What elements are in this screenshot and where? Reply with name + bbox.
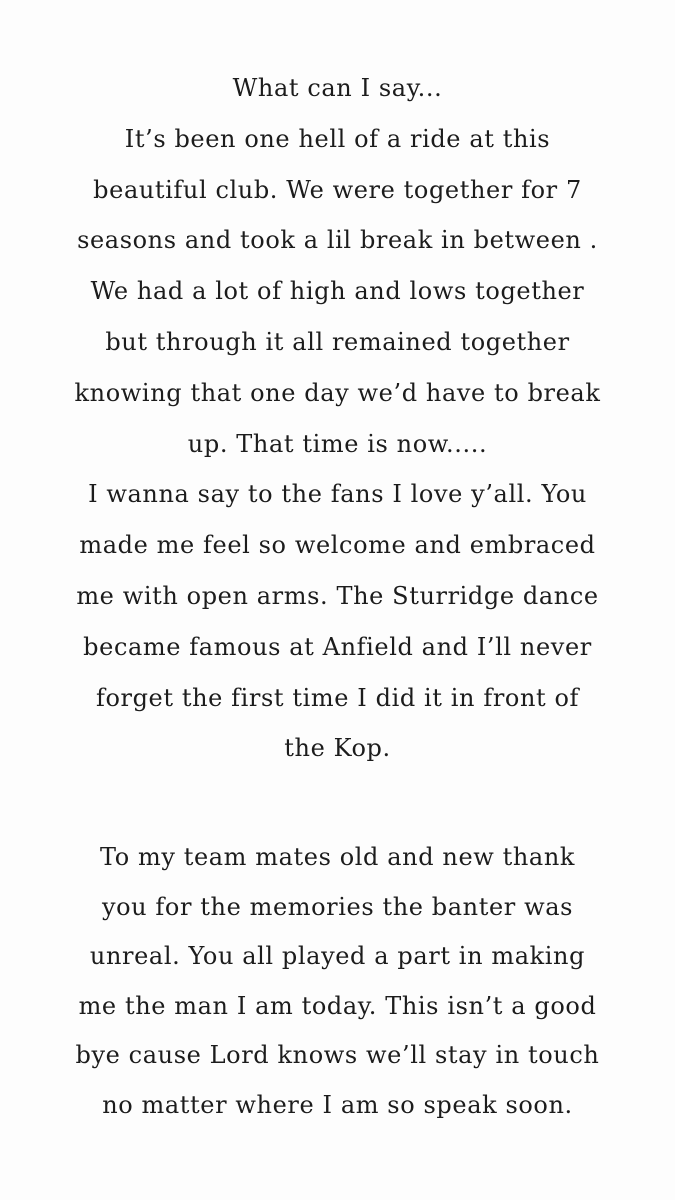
text-line: became famous at Anfield and I’ll never	[83, 632, 592, 661]
statement-paragraph-2	[20, 833, 655, 1130]
text-line: beautiful club. We were together for 7	[93, 175, 582, 204]
text-line: To my team mates old and new thank	[99, 843, 576, 871]
text-line: unreal. You all played a part in making	[89, 942, 586, 970]
text-line: you for the memories the banter was	[101, 892, 574, 921]
text-line: What can I say...	[232, 74, 443, 102]
text-line: forget the first time I did it in front of	[95, 683, 580, 712]
text-line: up. That time is now.....	[187, 429, 488, 458]
text-line: no matter where I am so speak soon.	[102, 1090, 573, 1119]
text-line: me with open arms. The Sturridge dance	[76, 581, 599, 610]
text-line: but through it all remained together	[105, 327, 570, 356]
text-line: seasons and took a lil break in between .	[77, 226, 598, 255]
text-line: We had a lot of high and lows together	[90, 277, 585, 306]
text-line: I wanna say to the fans I love y’all. You	[88, 480, 587, 509]
text-line: bye cause Lord knows we’ll stay in touch	[75, 1041, 600, 1069]
statement-paragraph-1	[20, 63, 655, 774]
text-line: made me feel so welcome and embraced	[79, 531, 596, 560]
text-line: the Kop.	[284, 734, 391, 763]
text-line: me the man I am today. This isn’t a good	[78, 991, 597, 1020]
text-line: It’s been one hell of a ride at this	[124, 124, 551, 153]
text-line: knowing that one day we’d have to break	[74, 378, 601, 407]
